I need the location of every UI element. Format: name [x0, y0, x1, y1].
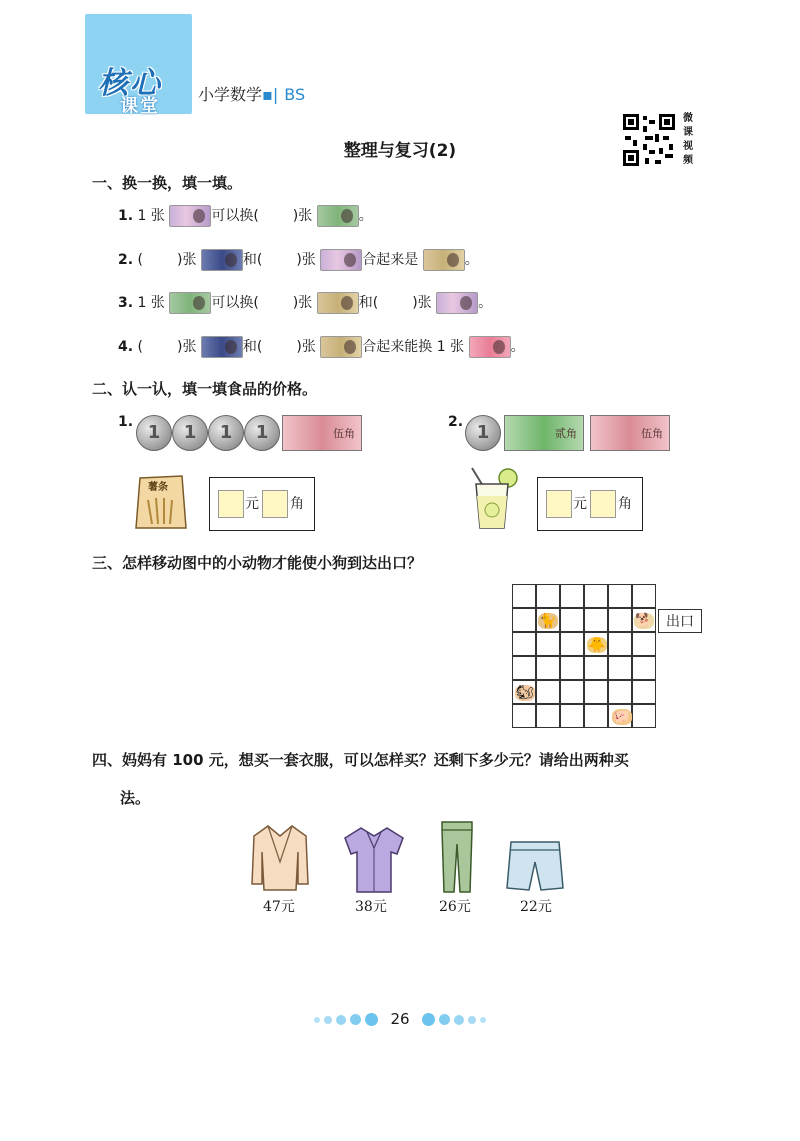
five-jiao-note-icon: 伍角 [590, 415, 670, 451]
jiao-input-1[interactable] [262, 490, 288, 518]
s1-item3-num: 3. [118, 295, 134, 311]
maze-cell [512, 584, 536, 608]
one-yuan-note-icon [169, 205, 211, 227]
s1-item4-text6: 。 [510, 339, 525, 355]
s1-item3-text3: )张 [292, 295, 313, 311]
sweater-icon [250, 822, 310, 894]
maze-cell [632, 680, 656, 704]
one-yuan-note-icon [320, 249, 362, 271]
yuan-label-1: 元 [245, 496, 259, 512]
maze-cell [536, 704, 560, 728]
maze-cell [512, 632, 536, 656]
s1-item4-num: 4. [118, 339, 134, 355]
s2-item1-num: 1. [118, 414, 134, 430]
maze-cell [632, 632, 656, 656]
maze-cell [512, 608, 536, 632]
s2-item2-num: 2. [448, 414, 464, 430]
maze-cell [632, 656, 656, 680]
two-jiao-note-icon: 贰角 [504, 415, 584, 451]
s1-item2-num: 2. [118, 252, 134, 268]
ten-yuan-note-icon [201, 336, 243, 358]
one-yuan-coin-icon: 1 [208, 415, 244, 451]
section1-heading: 一、换一换，填一填。 [92, 174, 243, 192]
subject-label: 小学数学▪| BS [198, 85, 306, 104]
s1-item1-text1: 1 张 [137, 208, 165, 224]
five-yuan-note-icon [317, 205, 359, 227]
maze-cell [608, 632, 632, 656]
s1-item3-text2: 可以换( [211, 295, 259, 311]
one-yuan-coin-icon: 1 [244, 415, 280, 451]
s1-item1-text3: )张 [292, 208, 313, 224]
jiao-input-2[interactable] [590, 490, 616, 518]
section2-heading: 二、认一认，填一填食品的价格。 [92, 380, 318, 398]
five-jiao-note-icon: 伍角 [282, 415, 362, 451]
s1-item3-text6: 。 [478, 295, 493, 311]
s1-item4 [118, 336, 525, 358]
s1-item2-text2: )张 [176, 252, 197, 268]
maze-cell [584, 680, 608, 704]
s1-item4-text4: )张 [296, 339, 316, 355]
maze-cell [608, 584, 632, 608]
maze-cell [536, 584, 560, 608]
maze-cell [536, 656, 560, 680]
squirrel-icon[interactable]: 🐿 [516, 685, 534, 701]
logo-subtitle: 课堂 [120, 96, 160, 117]
juice-cup-icon [464, 466, 520, 532]
s1-item4-text5: 合起来能换 1 张 [362, 339, 465, 355]
s1-item2-text1: ( [137, 252, 143, 268]
logo-title: 核心 [98, 66, 162, 101]
qr-caption: 微课视频 [683, 113, 693, 166]
fifty-yuan-note-icon [169, 292, 211, 314]
pants-price: 26元 [439, 899, 471, 915]
price-box-1 [209, 477, 315, 531]
s1-item4-text3: 和( [242, 339, 263, 355]
section3-heading: 三、怎样移动图中的小动物才能使小狗到达出口？ [92, 554, 423, 572]
blouse-icon [343, 826, 405, 894]
yuan-input-1[interactable] [218, 490, 244, 518]
s1-item3-text4: 和( [358, 295, 379, 311]
ten-yuan-note-icon [436, 292, 478, 314]
maze-cell [560, 656, 584, 680]
blouse-price: 38元 [355, 899, 387, 915]
shorts-icon [505, 838, 565, 894]
maze-cell [560, 680, 584, 704]
maze-cell [608, 608, 632, 632]
s1-item2-text5: 合起来是 [362, 252, 419, 268]
one-yuan-coin-icon: 1 [172, 415, 208, 451]
jiao-label-1: 角 [290, 496, 304, 512]
s1-item3-text1: 1 张 [137, 295, 165, 311]
hundred-yuan-note-icon [469, 336, 511, 358]
dog-icon[interactable]: 🐕 [635, 613, 653, 629]
s1-item2-text6: 。 [464, 252, 479, 268]
exit-label: 出口 [658, 609, 702, 633]
s1-item4-text1: ( [137, 339, 143, 355]
price-box-2 [537, 477, 643, 531]
maze-cell [632, 584, 656, 608]
maze-cell [584, 656, 608, 680]
one-yuan-coin-icon: 1 [136, 415, 172, 451]
pig-icon[interactable]: 🐖 [613, 709, 631, 725]
edition-text: BS [284, 85, 306, 104]
cat-icon[interactable]: 🐈 [539, 613, 557, 629]
ten-yuan-note-icon [201, 249, 243, 271]
maze-cell [512, 704, 536, 728]
maze-cell [632, 704, 656, 728]
sweater-price: 47元 [263, 899, 295, 915]
section4-heading: 四、妈妈有 100 元，想买一套衣服，可以怎样买？还剩下多少元？请给出两种买 [92, 751, 629, 769]
pants-icon [438, 820, 476, 894]
maze-cell [584, 608, 608, 632]
fries-label: 薯条 [148, 482, 168, 493]
yuan-label-2: 元 [573, 496, 587, 512]
s1-item2-text4: )张 [296, 252, 316, 268]
s1-item1 [118, 205, 373, 227]
shorts-price: 22元 [520, 899, 552, 915]
maze-cell [536, 632, 560, 656]
s1-item2-text3: 和( [242, 252, 263, 268]
page-footer [0, 1010, 800, 1028]
page-number: 26 [390, 1010, 410, 1028]
maze-cell [512, 656, 536, 680]
maze-cell [536, 680, 560, 704]
maze-cell [608, 656, 632, 680]
section4-heading-cont: 法。 [120, 789, 151, 807]
s1-item3 [118, 292, 492, 314]
s1-item4-text2: )张 [176, 339, 197, 355]
maze-cell [608, 680, 632, 704]
s1-item1-num: 1. [118, 208, 134, 224]
maze-cell [584, 584, 608, 608]
maze-cell [560, 608, 584, 632]
twenty-yuan-note-icon [317, 292, 359, 314]
maze-cell [560, 584, 584, 608]
jiao-label-2: 角 [618, 496, 632, 512]
maze-cell [560, 632, 584, 656]
s1-item3-text5: )张 [412, 295, 432, 311]
chick-icon[interactable]: 🐥 [588, 637, 606, 653]
subject-text: 小学数学 [198, 85, 263, 104]
twenty-yuan-note-icon [320, 336, 362, 358]
one-yuan-coin-icon: 1 [465, 415, 501, 451]
page-title: 整理与复习(2) [343, 141, 457, 161]
twenty-yuan-note-icon [423, 249, 465, 271]
yuan-input-2[interactable] [546, 490, 572, 518]
maze-cell [584, 704, 608, 728]
maze-cell [560, 704, 584, 728]
s1-item2 [118, 249, 479, 271]
s1-item1-text2: 可以换( [211, 208, 259, 224]
s1-item1-text4: 。 [358, 208, 373, 224]
